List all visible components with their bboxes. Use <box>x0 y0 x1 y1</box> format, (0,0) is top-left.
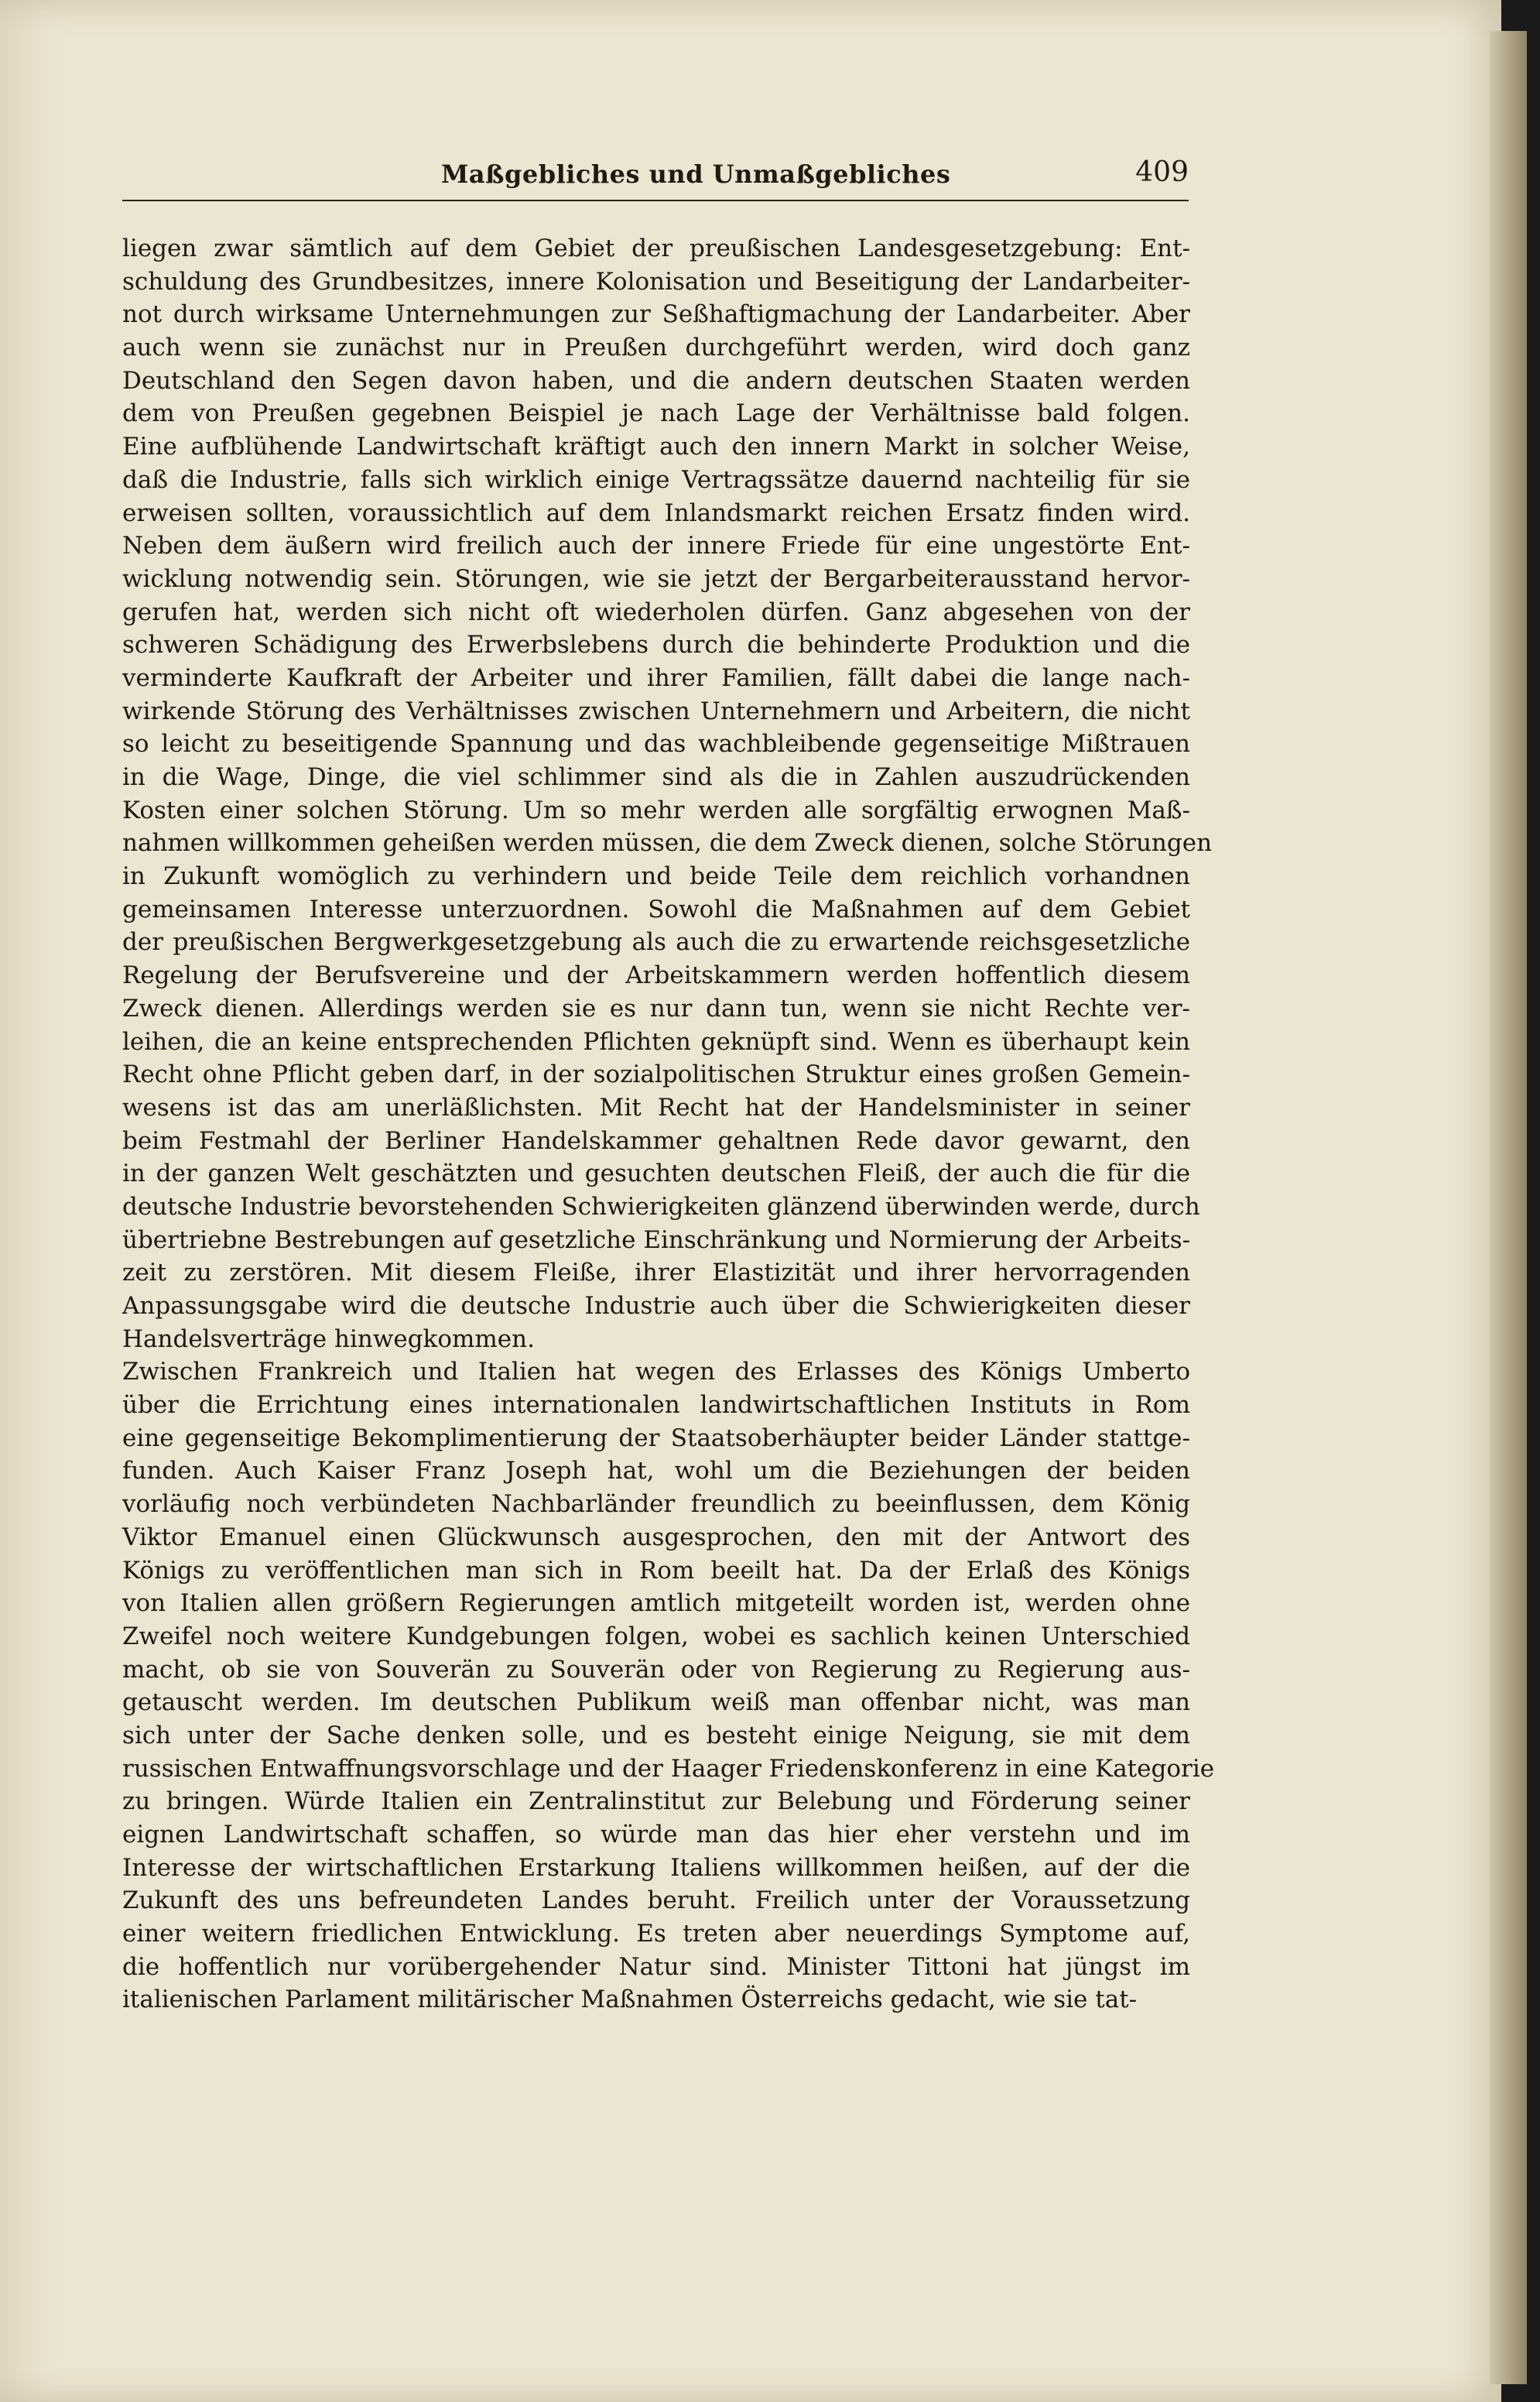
text-line: Kosten einer solchen Störung. Um so mehr werden alle sorgfältig erwognen Maß- <box>122 796 1190 824</box>
text-line: Deutschland den Segen davon haben, und die andern deutschen Staaten werden <box>122 366 1190 395</box>
text-line: gemeinsamen Interesse unterzuordnen. Sowohl die Maßnahmen auf dem Gebiet <box>122 895 1190 923</box>
text-line: die hoffentlich nur vorübergehender Natur sind. Minister Tittoni hat jüngst im <box>122 1952 1190 1981</box>
text-line: von Italien allen größern Regierungen amtlich mitgeteilt worden ist, werden ohne <box>122 1589 1190 1618</box>
page-number: 409 <box>1135 156 1189 188</box>
text-line: Interesse der wirtschaftlichen Erstarkung Italiens willkommen heißen, auf der die <box>122 1853 1190 1882</box>
text-line: gerufen hat, werden sich nicht oft wiederholen dürfen. Ganz abgesehen von der <box>122 598 1190 626</box>
text-line: Eine aufblühende Landwirtschaft kräftigt auch den innern Markt in solcher Weise, <box>122 433 1190 461</box>
text-line: Regelung der Berufsvereine und der Arbeitskammern werden hoffentlich diesem <box>122 961 1190 990</box>
text-line: italienischen Parlament militärischer Maßnahmen Österreichs gedacht, wie sie tat- <box>122 1986 1138 2014</box>
text-line: Zwischen Frankreich und Italien hat wegen des Erlasses des Königs Umberto <box>122 1358 1190 1386</box>
text-line: funden. Auch Kaiser Franz Joseph hat, wohl um die Beziehungen der beiden <box>122 1457 1190 1485</box>
paragraph <box>122 232 1213 1355</box>
text-line: Recht ohne Pflicht geben darf, in der sozialpolitischen Struktur eines großen Gemein- <box>122 1061 1190 1089</box>
text-line: einer weitern friedlichen Entwicklung. Es treten aber neuerdings Symptome auf, <box>122 1920 1190 1948</box>
text-line: not durch wirksame Unternehmungen zur Seßhaftigmachung der Landarbeiter. Aber <box>122 300 1190 329</box>
text-line: zeit zu zerstören. Mit diesem Fleiße, ihrer Elastizität und ihrer hervorragenden <box>122 1259 1190 1287</box>
text-line: verminderte Kaufkraft der Arbeiter und ihrer Familien, fällt dabei die lange nach- <box>122 663 1190 692</box>
text-line: leihen, die an keine entsprechenden Pflichten geknüpft sind. Wenn es überhaupt kein <box>122 1027 1190 1056</box>
text-line: Zweifel noch weitere Kundgebungen folgen, wobei es sachlich keinen Unterschied <box>122 1622 1190 1650</box>
text-line: wirkende Störung des Verhältnisses zwischen Unternehmern und Arbeitern, die nicht <box>122 697 1190 725</box>
text-line: russischen Entwaffnungsvorschlage und der Haager Friedenskonferenz in eine Kategorie <box>122 1754 1215 1783</box>
text-line: daß die Industrie, falls sich wirklich einige Vertragssätze dauernd nachteilig für sie <box>122 465 1190 494</box>
text-line: eine gegenseitige Bekomplimentierung der Staatsoberhäupter beider Länder stattge- <box>122 1424 1190 1452</box>
text-line: wicklung notwendig sein. Störungen, wie sie jetzt der Bergarbeiterausstand hervor- <box>122 564 1190 593</box>
text-line: zu bringen. Würde Italien ein Zentralinstitut zur Belebung und Förderung seiner <box>122 1787 1190 1816</box>
text-line: Neben dem äußern wird freilich auch der innere Friede für eine ungestörte Ent- <box>122 532 1190 560</box>
text-line: Zweck dienen. Allerdings werden sie es nur dann tun, wenn sie nicht Rechte ver- <box>122 994 1190 1023</box>
text-line: Zukunft des uns befreundeten Landes beruht. Freilich unter der Voraussetzung <box>122 1886 1190 1915</box>
text-line: in die Wage, Dinge, die viel schlimmer sind als die in Zahlen auszudrückenden <box>122 763 1190 791</box>
text-line: deutsche Industrie bevorstehenden Schwierigkeiten glänzend überwinden werde, durch <box>122 1192 1200 1221</box>
text-line: vorläufig noch verbündeten Nachbarländer freundlich zu beeinflussen, dem König <box>122 1490 1190 1519</box>
text-line: schuldung des Grundbesitzes, innere Kolonisation und Beseitigung der Landarbeiter- <box>122 267 1190 296</box>
text-line: erweisen sollten, voraussichtlich auf dem Inlandsmarkt reichen Ersatz finden wird. <box>122 499 1190 527</box>
text-line: nahmen willkommen geheißen werden müssen, die dem Zweck dienen, solche Störungen <box>122 829 1213 858</box>
text-line: sich unter der Sache denken solle, und es besteht einige Neigung, sie mit dem <box>122 1721 1190 1749</box>
running-title: Maßgebliches und Unmaßgebliches <box>441 159 951 189</box>
body-text <box>122 232 1215 2017</box>
text-line: übertriebne Bestrebungen auf gesetzliche Einschränkung und Normierung der Arbeits- <box>122 1225 1191 1254</box>
page-edge <box>1490 31 1527 2384</box>
text-line: über die Errichtung eines internationalen landwirtschaftlichen Instituts in Rom <box>122 1391 1190 1420</box>
text-line: Anpassungsgabe wird die deutsche Industrie auch über die Schwierigkeiten dieser <box>122 1292 1190 1320</box>
text-line: Handelsverträge hinwegkommen. <box>122 1324 535 1353</box>
text-line: beim Festmahl der Berliner Handelskammer gehaltnen Rede davor gewarnt, den <box>122 1126 1190 1155</box>
paragraph <box>122 1355 1215 2017</box>
text-line: macht, ob sie von Souverän zu Souverän oder von Regierung zu Regierung aus- <box>122 1655 1190 1684</box>
text-line: eignen Landwirtschaft schaffen, so würde man das hier eher verstehn und im <box>122 1821 1190 1849</box>
text-line: der preußischen Bergwerkgesetzgebung als auch die zu erwartende reichsgesetzliche <box>122 928 1190 957</box>
text-line: auch wenn sie zunächst nur in Preußen durchgeführt werden, wird doch ganz <box>122 334 1190 362</box>
running-header <box>122 152 1189 201</box>
text-line: so leicht zu beseitigende Spannung und das wachbleibende gegenseitige Mißtrauen <box>122 730 1190 759</box>
text-line: getauscht werden. Im deutschen Publikum weiß man offenbar nicht, was man <box>122 1688 1190 1717</box>
text-line: in der ganzen Welt geschätzten und gesuchten deutschen Fleiß, der auch die für die <box>122 1160 1190 1188</box>
text-line: wesens ist das am unerläßlichsten. Mit Recht hat der Handelsminister in seiner <box>122 1093 1190 1122</box>
text-line: Viktor Emanuel einen Glückwunsch ausgesprochen, den mit der Antwort des <box>122 1523 1190 1551</box>
text-line: dem von Preußen gegebnen Beispiel je nach Lage der Verhältnisse bald folgen. <box>122 399 1190 428</box>
text-line: liegen zwar sämtlich auf dem Gebiet der preußischen Landesgesetzgebung: Ent- <box>122 235 1190 262</box>
text-line: schweren Schädigung des Erwerbslebens durch die behinderte Produktion und die <box>122 631 1190 660</box>
text-line: Königs zu veröffentlichen man sich in Rom beeilt hat. Da der Erlaß des Königs <box>122 1556 1190 1585</box>
text-line: in Zukunft womöglich zu verhindern und beide Teile dem reichlich vorhandnen <box>122 862 1190 891</box>
